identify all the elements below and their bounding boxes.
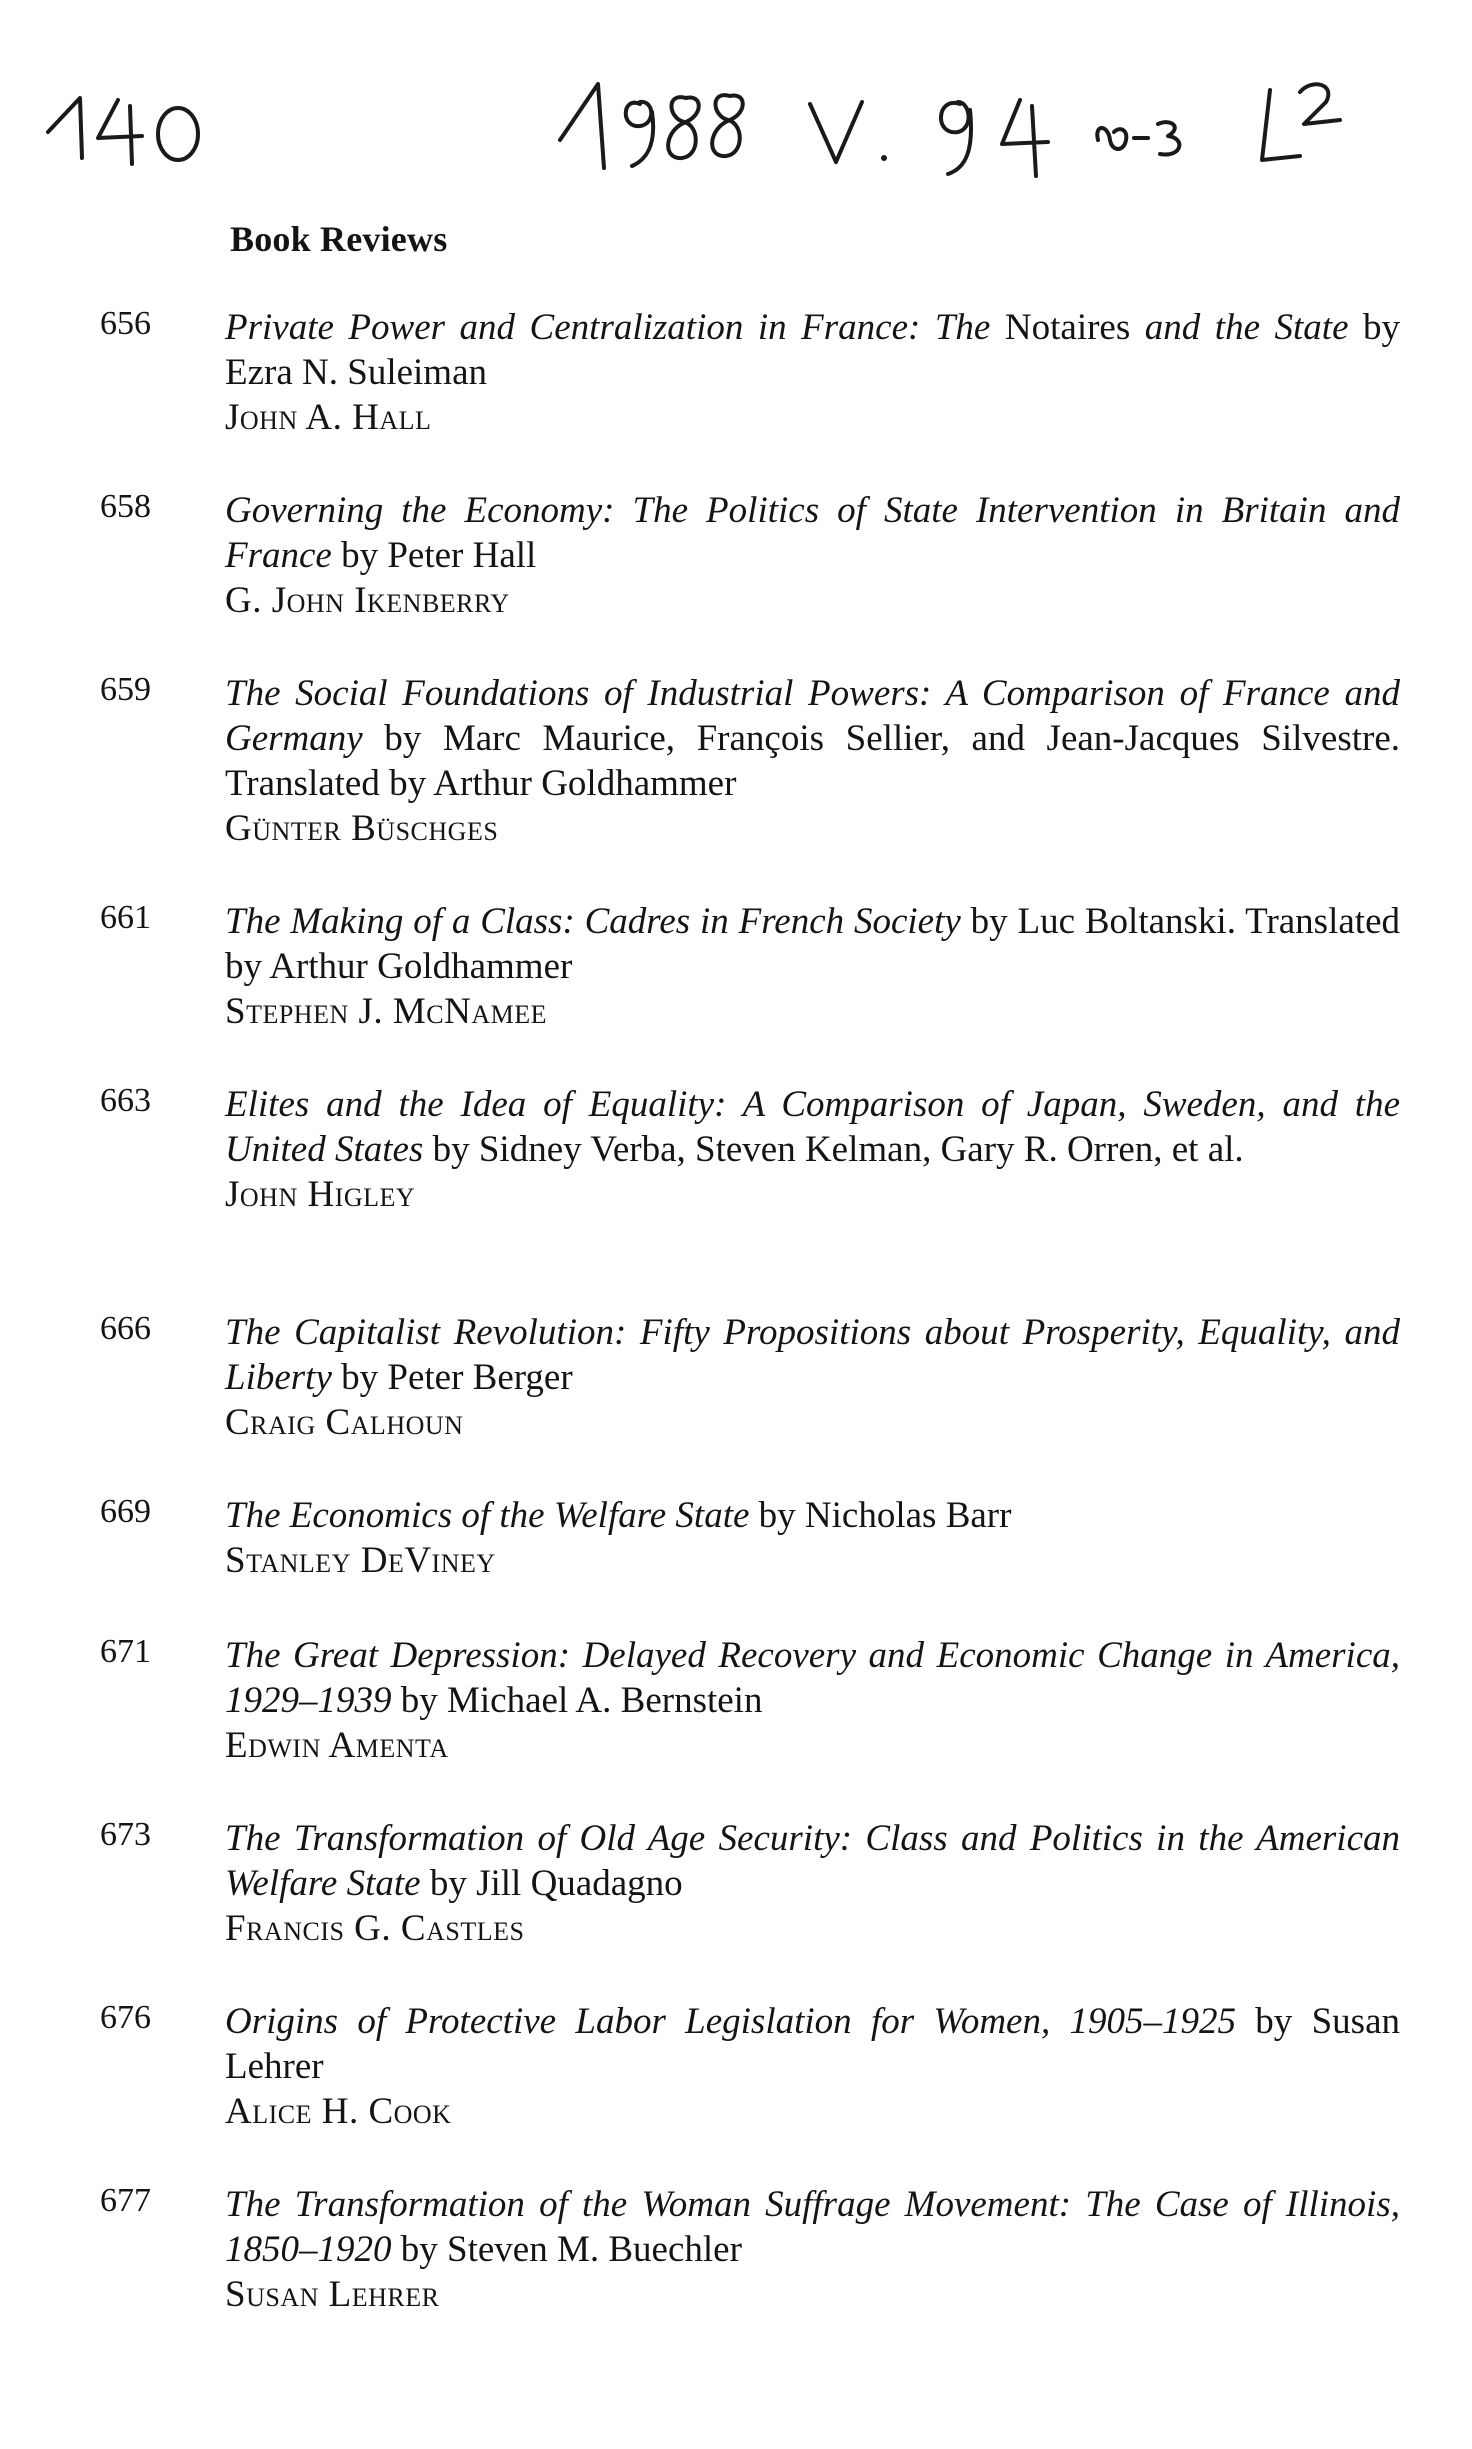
review-list [100, 305, 1400, 2365]
page-number: 666 [100, 1310, 151, 1347]
reviewer-name: Günter Büschges [225, 808, 499, 849]
reviewer-name: Francis G. Castles [225, 1908, 525, 1949]
book-title: The Transformation of the Woman Suffrage Movement: The Case of Illinois, 1850–1920 [225, 2184, 1400, 2270]
section-title: Book Reviews [230, 219, 448, 259]
review-entry [100, 305, 1400, 488]
page-number: 676 [100, 1999, 151, 2036]
book-title: Governing the Economy: The Politics of State Intervention in Britain and France [225, 490, 1400, 576]
book-title: The Making of a Class: Cadres in French Society [225, 901, 961, 942]
review-citation [225, 2182, 1400, 2317]
handwritten-annotation-drawing [0, 40, 1472, 190]
review-citation [225, 899, 1400, 1034]
review-citation [225, 1633, 1400, 1768]
review-entry [100, 1999, 1400, 2182]
book-author: by Ezra N. Suleiman [225, 307, 1401, 393]
review-entry [100, 488, 1400, 671]
handwritten-left-note [48, 98, 198, 164]
book-title: Origins of Protective Labor Legislation for Women, 1905–1925 [225, 2001, 1237, 2042]
page-number: 663 [100, 1082, 151, 1119]
handwritten-right-note [560, 84, 1340, 176]
review-entry [100, 899, 1400, 1082]
review-citation [225, 671, 1400, 851]
review-citation [225, 1816, 1400, 1951]
reviewer-name: John A. Hall [225, 397, 432, 438]
review-citation [225, 1999, 1400, 2134]
reviewer-name: Craig Calhoun [225, 1402, 464, 1443]
reviewer-name: Alice H. Cook [225, 2091, 452, 2132]
book-title: The Capitalist Revolution: Fifty Propositions about Prosperity, Equality, and Liberty [225, 1312, 1400, 1398]
book-author: by Steven M. Buechler [391, 2229, 742, 2270]
page-number: 659 [100, 671, 151, 708]
book-author: by Marc Maurice, François Sellier, and Jean-Jacques Silvestre. Translated by Arthur Goldhammer [225, 718, 1400, 804]
book-author: by Nicholas Barr [749, 1495, 1012, 1536]
handwritten-annotations [0, 40, 1472, 190]
book-author: by Michael A. Bernstein [391, 1680, 763, 1721]
page-number: 671 [100, 1633, 151, 1670]
review-entry [100, 1493, 1400, 1633]
book-title: The Economics of the Welfare State [225, 1495, 750, 1536]
reviewer-name: Stephen J. McNamee [225, 991, 548, 1032]
reviewer-name: Edwin Amenta [225, 1725, 449, 1766]
book-author: by Peter Berger [331, 1357, 573, 1398]
book-title: The Great Depression: Delayed Recovery and Economic Change in America, 1929–1939 [225, 1635, 1400, 1721]
book-author: by Susan Lehrer [225, 2001, 1400, 2087]
page-number: 677 [100, 2182, 151, 2219]
book-title: The Transformation of Old Age Security: Class and Politics in the American Welfare State [225, 1818, 1400, 1904]
review-citation [225, 1310, 1400, 1445]
reviewer-name: G. John Ikenberry [225, 580, 510, 621]
page-number: 661 [100, 899, 151, 936]
review-citation [225, 1082, 1400, 1217]
reviewer-name: Susan Lehrer [225, 2274, 440, 2315]
review-citation [225, 305, 1400, 440]
reviewer-name: John Higley [225, 1174, 416, 1215]
book-title: The Social Foundations of Industrial Powers: A Comparison of France and Germany [225, 673, 1400, 759]
page-number: 673 [100, 1816, 151, 1853]
book-author: by Luc Boltanski. Translated by Arthur Goldhammer [225, 901, 1400, 987]
review-entry [100, 1633, 1400, 1816]
review-citation [225, 1493, 1400, 1583]
book-author: by Jill Quadagno [420, 1863, 683, 1904]
book-title: Elites and the Idea of Equality: A Comparison of Japan, Sweden, and the United States [225, 1084, 1400, 1170]
book-title-roman-word: Notaires [1004, 307, 1131, 348]
review-entry [100, 1082, 1400, 1310]
review-entry [100, 671, 1400, 899]
review-entry [100, 2182, 1400, 2365]
book-author: by Sidney Verba, Steven Kelman, Gary R. Orren, et al. [423, 1129, 1244, 1170]
page-number: 658 [100, 488, 151, 525]
book-author: by Peter Hall [331, 535, 537, 576]
reviewer-name: Stanley DeViney [225, 1540, 496, 1581]
review-citation [225, 488, 1400, 623]
book-title: Private Power and Centralization in France: The Notaires and the State [225, 307, 1349, 348]
page-number: 669 [100, 1493, 151, 1530]
review-entry [100, 1310, 1400, 1493]
page-number: 656 [100, 305, 151, 342]
review-entry [100, 1816, 1400, 1999]
